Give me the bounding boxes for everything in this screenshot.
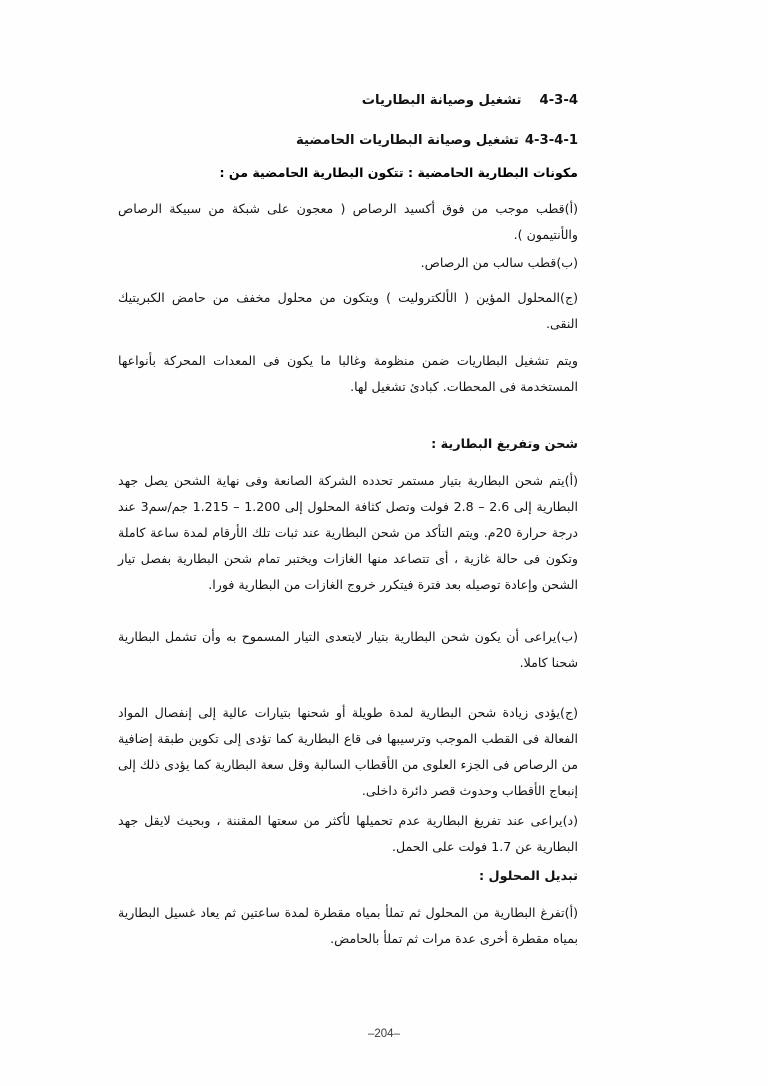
component-b-marker: (ب) — [556, 255, 578, 270]
charging-item-d — [118, 808, 578, 860]
solution-section-heading-block — [118, 864, 578, 890]
solution-a-text: تفرغ البطارية من المحلول ثم تملأ بمياه مقطرة لمدة ساعتين ثم يعاد غسيل البطارية بمياه مقطرة أخرى عدة مرات ثم تملأ بالحامض. — [118, 905, 578, 946]
components-intro-text: مكونات البطارية الحامضية : تتكون البطارية الحامضية من : — [219, 165, 578, 180]
solution-a-marker: (أ) — [564, 905, 578, 920]
charging-d-marker: (د) — [562, 813, 578, 828]
component-b-paragraph — [118, 250, 578, 276]
charging-c-text: يؤدى زيادة شحن البطارية لمدة طويلة أو شحنها بتيارات عالية إلى إنفصال المواد الفعالة فى القطب الموجب وترسيبها فى قاع البطارية كما تؤدى إلى تكوين طبقة إضافية من الرصاص فى الجزء العلوى من الأقطاب السالبة وقل سعة البطارية كما يؤدى ذلك إلى إنبعاج الأقطاب وحدوث قصر دائرة داخلى. — [118, 705, 578, 798]
charging-section-heading: شحن وتفريغ البطارية : — [431, 437, 578, 452]
component-b-text: قطب سالب من الرصاص. — [420, 255, 557, 270]
component-a-marker: (أ) — [564, 201, 578, 216]
heading-block — [118, 88, 578, 154]
component-a-paragraph — [118, 196, 578, 248]
main-heading-number: 4-3-4 — [539, 93, 578, 108]
charging-a-marker: (أ) — [564, 473, 578, 488]
charging-b-marker: (ب) — [556, 629, 578, 644]
main-heading-title: تشغيل وصيانة البطاريات — [361, 93, 522, 108]
page-number: –204– — [368, 1028, 400, 1040]
general-paragraph: ويتم تشغيل البطاريات ضمن منظومة وغالبا ما يكون فى المعدات المحركة بأنواعها المستخدمة فى المحطات. كبادئ تشغيل لها. — [118, 353, 578, 394]
component-item-a — [118, 196, 578, 248]
solution-section-heading: تبديل المحلول : — [478, 869, 578, 884]
component-c-marker: (ج) — [560, 290, 578, 305]
component-c-text: المحلول المؤين ( الألكتروليت ) ويتكون من محلول مخفف من حامض الكبريتيك النقى. — [118, 290, 578, 331]
sub-heading-number: 4-3-4-1 — [524, 133, 578, 148]
charging-section-heading-block — [118, 432, 578, 458]
components-intro-block — [118, 160, 578, 186]
charging-c-paragraph — [118, 700, 578, 804]
component-item-b — [118, 250, 578, 276]
charging-item-c — [118, 700, 578, 804]
component-a-text: قطب موجب من فوق أكسيد الرصاص ( معجون على شبكة من سبيكة الرصاص والأنتيمون ). — [118, 201, 578, 242]
charging-d-text: يراعى عند تفريغ البطارية عدم تحميلها لأكثر من سعتها المقننة ، وبحيث لايقل جهد البطارية عن 1.7 فولت على الحمل. — [118, 813, 578, 854]
component-c-paragraph — [118, 285, 578, 337]
charging-item-b — [118, 624, 578, 676]
charging-a-paragraph — [118, 468, 578, 598]
charging-c-marker: (ج) — [560, 705, 578, 720]
sub-heading-title: تشغيل وصيانة البطاريات الحامضية — [296, 133, 519, 148]
charging-b-paragraph — [118, 624, 578, 676]
charging-d-paragraph — [118, 808, 578, 860]
solution-item-a — [118, 900, 578, 952]
main-heading — [118, 88, 578, 114]
charging-item-a — [118, 468, 578, 598]
general-paragraph-block — [118, 348, 578, 400]
solution-a-paragraph — [118, 900, 578, 952]
component-item-c — [118, 285, 578, 337]
charging-a-text: يتم شحن البطارية بتيار مستمر تحدده الشركة الصانعة وفى نهاية الشحن يصل جهد البطارية إلى 2.6 – 2.8 فولت وتصل كثافة المحلول إلى 1.200 – 1.215 جم/سم3 عند درجة حرارة 20م. ويتم التأكد من شحن البطارية عند ثبات تلك الأرقام لمدة ساعة كاملة وتكون فى حالة غازية ، أى تتصاعد منها الغازات ويختبر تمام شحن البطارية بفصل تيار الشحن وإعادة توصيله بعد فترة فيتكرر خروج الغازات من البطارية فورا. — [118, 473, 578, 592]
sub-heading — [118, 128, 578, 154]
charging-b-text: يراعى أن يكون شحن البطارية بتيار لايتعدى التيار المسموح به وأن تشمل البطارية شحنا كاملا. — [118, 629, 578, 670]
